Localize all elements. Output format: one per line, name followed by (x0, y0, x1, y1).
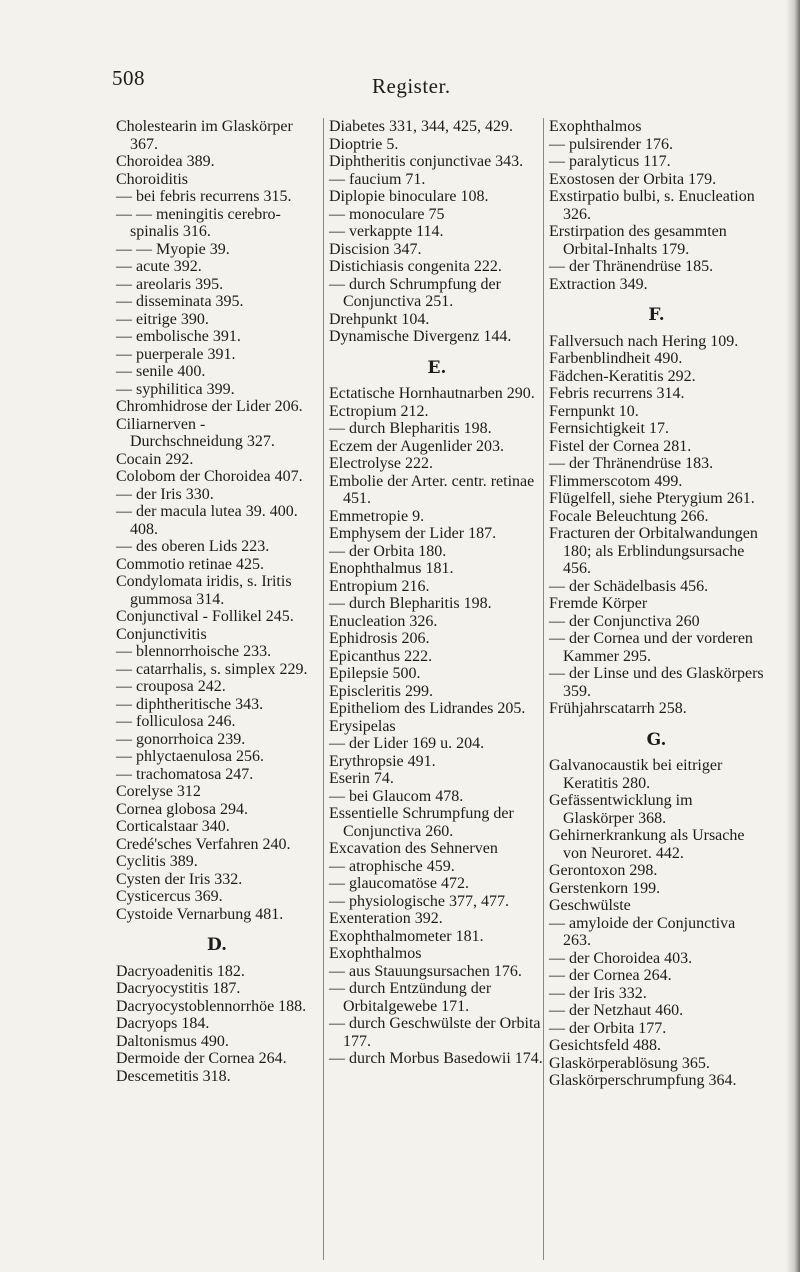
index-entry: Cysten der Iris 332. (116, 870, 243, 888)
index-entry: Choroiditis (116, 170, 189, 188)
index-entry: — acute 392. (116, 258, 202, 275)
index-entry: Colobom der Choroidea 407. (116, 468, 303, 485)
index-entry: Frühjahrscatarrh 258. (549, 700, 687, 717)
index-entry: Farbenblindheit 490. (549, 350, 683, 367)
section-letter: D. (206, 935, 228, 955)
index-entry: — aus Stauungsursachen 176. (329, 962, 522, 980)
index-entry: Episcleritis 299. (329, 682, 433, 700)
index-entry: — monoculare 75 (329, 205, 445, 223)
index-entry: — der Thränendrüse 183. (549, 455, 714, 472)
index-entry: Condylomata iridis, s. Iritis gummosa 314. (116, 573, 292, 608)
index-entry: Diabetes 331, 344, 425, 429. (329, 118, 513, 135)
index-entry: Gesichtsfeld 488. (549, 1037, 661, 1054)
index-entry: Erstirpation des gesammten Orbital-Inhalts 179. (549, 223, 727, 258)
index-entry: Cysticercus 369. (116, 888, 223, 905)
index-entry: — verkappte 114. (329, 223, 444, 240)
index-entry: Dacryoadenitis 182. (116, 962, 245, 980)
index-entry: Embolie der Arter. centr. retinae 451. (329, 472, 535, 507)
index-entry: Diplopie binoculare 108. (329, 188, 489, 205)
index-entry: Fracturen der Orbitalwandungen 180; als Erblindungsursache 456. (549, 525, 758, 577)
index-entry: — der Orbita 180. (329, 542, 447, 560)
index-entry: Epitheliom des Lidrandes 205. (329, 700, 526, 717)
index-entry: — der Iris 330. (116, 485, 214, 503)
index-entry: Corticalstaar 340. (116, 818, 230, 835)
index-entry: — bei febris recurrens 315. (116, 188, 292, 205)
index-entry: Entropium 216. (329, 577, 430, 595)
index-entry: — der Conjunctiva 260 (549, 612, 700, 630)
index-entry: Choroidea 389. (116, 153, 215, 170)
index-entry: — puerperale 391. (116, 345, 236, 363)
index-entry: Exophthalmos (549, 118, 642, 135)
index-entry: — der Choroidea 403. (549, 949, 693, 967)
index-column-3 (543, 118, 764, 1260)
index-entry: Epicanthus 222. (329, 647, 433, 665)
index-entry: — durch Blepharitis 198. (329, 420, 492, 437)
index-entry: — der Cornea und der vorderen Kammer 295. (549, 630, 753, 665)
index-entry: — pulsirender 176. (549, 135, 673, 153)
index-entry: Ectatische Hornhautnarben 290. (329, 385, 535, 402)
index-entry: Exostosen der Orbita 179. (549, 170, 717, 188)
index-entry: Gefässentwicklung im Glaskörper 368. (549, 792, 693, 827)
page-number: 508 (112, 66, 145, 90)
index-entry: — durch Schrumpfung der Conjunctiva 251. (329, 275, 501, 310)
index-entry: Excavation des Sehnerven (329, 840, 498, 857)
index-entry: — der Linse und des Glaskörpers 359. (549, 665, 764, 700)
index-entry: — — Myopie 39. (116, 240, 230, 258)
index-entry: — der Iris 332. (549, 984, 647, 1002)
index-entry: — des oberen Lids 223. (116, 538, 270, 555)
index-entry: — durch Morbus Basedowii 174. (329, 1050, 543, 1067)
index-entry: — durch Entzündung der Orbitalgewebe 171. (329, 980, 492, 1015)
index-entry: — syphilitica 399. (116, 380, 235, 398)
index-entry: — paralyticus 117. (549, 153, 671, 170)
index-entry: Commotio retinae 425. (116, 555, 264, 573)
index-entry: Febris recurrens 314. (549, 385, 685, 402)
index-entry: Flimmerscotom 499. (549, 472, 683, 490)
index-entry: — disseminata 395. (116, 293, 244, 310)
index-entry: — — meningitis cerebro-spinalis 316. (116, 205, 281, 240)
index-entry: Electrolyse 222. (329, 455, 433, 472)
index-entry: Cocain 292. (116, 450, 194, 468)
section-letter: E. (427, 357, 447, 378)
index-entry: — gonorrhoica 239. (116, 730, 246, 748)
index-entry: — folliculosa 246. (116, 713, 236, 730)
index-entry: Corelyse 312 (116, 783, 201, 800)
index-entry: Cyclitis 389. (116, 853, 198, 870)
index-entry: Dynamische Divergenz 144. (329, 328, 512, 345)
index-entry: Ciliarnerven - Durchschneidung 327. (116, 415, 275, 450)
index-entry: Dacryocystitis 187. (116, 980, 241, 997)
index-entry: Exenteration 392. (329, 910, 443, 927)
index-entry: Cystoide Vernarbung 481. (116, 905, 284, 923)
index-entry: Dacryops 184. (116, 1015, 210, 1032)
index-entry: — catarrhalis, s. simplex 229. (116, 660, 308, 678)
index-entry: Daltonismus 490. (116, 1032, 229, 1050)
index-entry: — der Lider 169 u. 204. (329, 735, 485, 752)
index-entry: Enucleation 326. (329, 612, 438, 630)
index-entry: — blennorrhoische 233. (116, 643, 272, 660)
index-entry: Erysipelas (329, 717, 396, 735)
index-entry: Focale Beleuchtung 266. (549, 507, 709, 525)
index-entry: Extraction 349. (549, 275, 648, 293)
index-entry: — trachomatosa 247. (116, 765, 254, 783)
index-entry: — der Thränendrüse 185. (549, 258, 714, 275)
index-entry: — der Schädelbasis 456. (549, 577, 709, 595)
index-entry: — durch Geschwülste der Orbita 177. (329, 1015, 541, 1050)
index-entry: Fernpunkt 10. (549, 402, 639, 420)
index-entry: Gerstenkorn 199. (549, 879, 661, 897)
index-entry: Cornea globosa 294. (116, 800, 248, 818)
index-entry: — areolaris 395. (116, 275, 224, 293)
running-head: Register. (372, 74, 451, 98)
index-entry: Cholestearin im Glaskörper 367. (116, 118, 293, 153)
index-entry: Ectropium 212. (329, 402, 429, 420)
index-entry: Epilepsie 500. (329, 665, 421, 682)
index-entry: Descemetitis 318. (116, 1067, 231, 1085)
index-entry: — embolische 391. (116, 328, 241, 345)
index-entry: Fädchen-Keratitis 292. (549, 367, 696, 385)
index-entry: — durch Blepharitis 198. (329, 595, 492, 612)
index-entry: — bei Glaucom 478. (329, 787, 464, 805)
index-entry: Erythropsie 491. (329, 752, 436, 770)
index-entry: Glaskörperschrumpfung 364. (549, 1072, 737, 1089)
index-entry: Dermoide der Cornea 264. (116, 1050, 287, 1067)
index-entry: Essentielle Schrumpfung der Conjunctiva 260. (329, 805, 514, 840)
index-entry: — phlyctaenulosa 256. (116, 748, 264, 765)
index-entry: Emmetropie 9. (329, 507, 425, 525)
index-entry: Fistel der Cornea 281. (549, 437, 692, 455)
index-entry: — der macula lutea 39. 400. 408. (116, 503, 298, 538)
index-entry: — der Netzhaut 460. (549, 1002, 684, 1019)
index-entry: Galvanocaustik bei eitriger Keratitis 280. (549, 757, 723, 792)
index-column-2 (323, 118, 545, 1260)
index-entry: Flügelfell, siehe Pterygium 261. (549, 490, 755, 507)
index-entry: — der Orbita 177. (549, 1019, 667, 1037)
index-entry: — crouposa 242. (116, 678, 226, 695)
index-entry: Dacryocystoblennorrhöe 188. (116, 997, 307, 1015)
index-entry: Discision 347. (329, 240, 422, 258)
index-entry: Dioptrie 5. (329, 135, 399, 153)
index-entry: Enophthalmus 181. (329, 560, 454, 577)
index-entry: Gerontoxon 298. (549, 862, 658, 879)
index-column-1 (116, 118, 318, 1250)
index-entry: Drehpunkt 104. (329, 310, 430, 328)
index-entry: — amyloide der Conjunctiva 263. (549, 914, 736, 949)
section-letter: G. (646, 729, 667, 750)
index-entry: Gehirnerkrankung als Ursache von Neuroret. 442. (549, 827, 745, 862)
index-entry: Exophthalmometer 181. (329, 927, 484, 945)
index-entry: Chromhidrose der Lider 206. (116, 398, 303, 415)
index-entry: — der Cornea 264. (549, 967, 672, 984)
index-entry: Exophthalmos (329, 945, 422, 962)
index-entry: — senile 400. (116, 363, 206, 380)
index-entry: Conjunctivitis (116, 625, 207, 643)
index-entry: Eczem der Augenlider 203. (329, 437, 505, 455)
section-letter: F. (648, 305, 665, 325)
index-entry: Conjunctival - Follikel 245. (116, 608, 294, 625)
index-entry: — diphtheritische 343. (116, 695, 264, 713)
index-entry: — atrophische 459. (329, 857, 455, 875)
index-entry: Glaskörperablösung 365. (549, 1054, 710, 1072)
index-entry: Fremde Körper (549, 595, 648, 612)
index-entry: Exstirpatio bulbi, s. Enucleation 326. (549, 188, 755, 223)
index-entry: Ephidrosis 206. (329, 630, 430, 647)
index-entry: — eitrige 390. (116, 310, 209, 328)
index-entry: — physiologische 377, 477. (329, 892, 509, 910)
index-entry: Emphysem der Lider 187. (329, 525, 497, 542)
index-entry: — faucium 71. (329, 170, 426, 188)
index-entry: Fernsichtigkeit 17. (549, 420, 669, 437)
page-edge-shadow (786, 0, 800, 1272)
index-entry: Geschwülste (549, 897, 631, 914)
index-entry: Eserin 74. (329, 770, 394, 787)
index-entry: Credé'sches Verfahren 240. (116, 835, 291, 853)
index-entry: — glaucomatöse 472. (329, 875, 469, 892)
index-entry: Distichiasis congenita 222. (329, 258, 502, 275)
index-entry: Fallversuch nach Hering 109. (549, 332, 739, 350)
index-entry: Diphtheritis conjunctivae 343. (329, 153, 524, 170)
